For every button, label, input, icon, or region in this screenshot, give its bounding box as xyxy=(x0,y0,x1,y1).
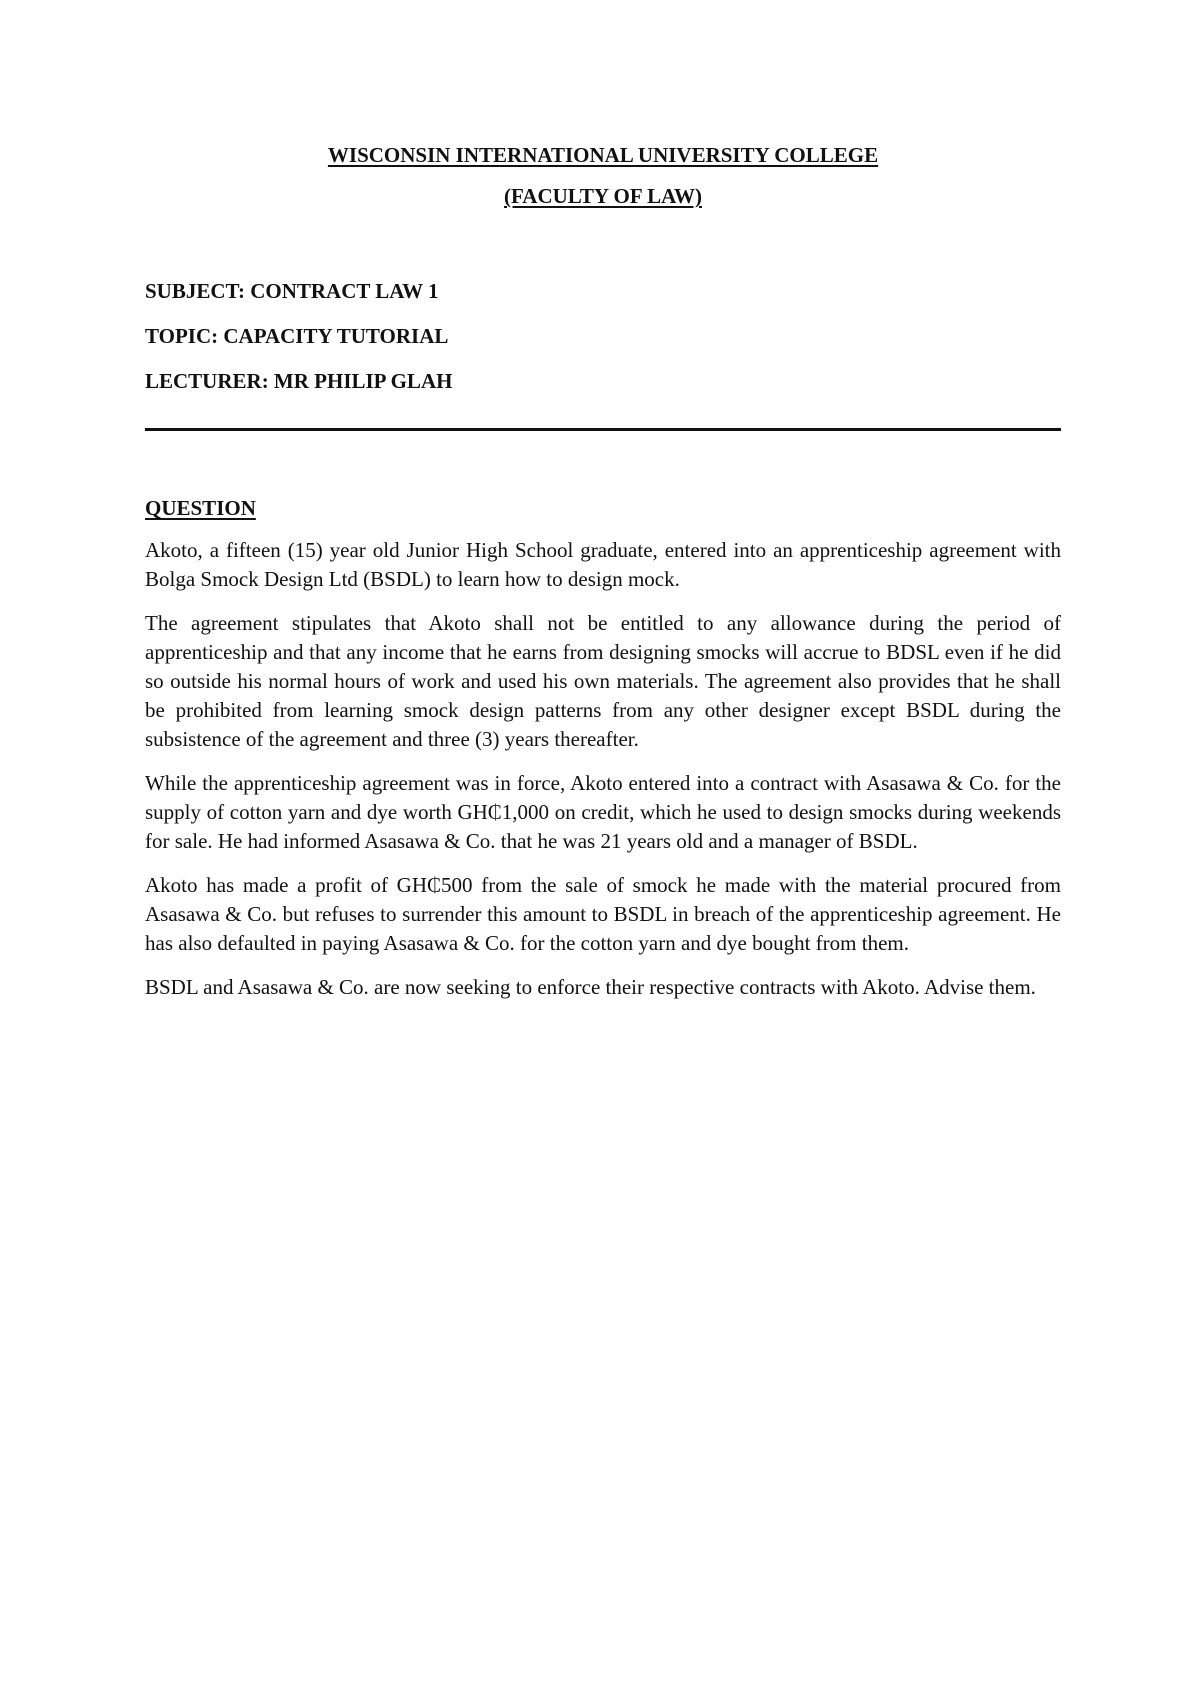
topic-line: TOPIC: CAPACITY TUTORIAL xyxy=(145,323,449,348)
question-paragraph: While the apprenticeship agreement was in force, Akoto entered into a contract with Asasawa & Co. for the supply of cotton yarn and dye worth GH₵1,000 on credit, which he used to design smocks during weekends for sale. He had informed Asasawa & Co. that he was 21 years old and a manager of BSDL. xyxy=(145,770,1061,853)
faculty-title: (FACULTY OF LAW) xyxy=(504,184,702,209)
question-paragraph: Akoto, a fifteen (15) year old Junior High School graduate, entered into an apprenticeship agreement with Bolga Smock Design Ltd (BSDL) to learn how to design mock. xyxy=(145,537,1061,591)
lecturer-line: LECTURER: MR PHILIP GLAH xyxy=(145,369,453,393)
subject-line: SUBJECT: CONTRACT LAW 1 xyxy=(145,278,439,303)
question-paragraph: The agreement stipulates that Akoto shall not be entitled to any allowance during the period of apprenticeship and that any income that he earns from designing smocks will accrue to BDSL even if he did so outside his normal hours of work and used his own materials. The agreement also provides that he shall be prohibited from learning smock design patterns from any other designer except BSDL during the subsistence of the agreement and three (3) years thereafter. xyxy=(145,610,1061,751)
institution-title: WISCONSIN INTERNATIONAL UNIVERSITY COLLEGE xyxy=(327,143,879,167)
course-details xyxy=(145,278,1061,395)
question-paragraph: Akoto has made a profit of GH₵500 from the sale of smock he made with the material procured from Asasawa & Co. but refuses to surrender this amount to BSDL in breach of the apprenticeship agreement. He has also defaulted in paying Asasawa & Co. for the cotton yarn and dye bought from them. xyxy=(145,872,1061,955)
question-paragraph: BSDL and Asasawa & Co. are now seeking to enforce their respective contracts with Akoto. Advise them. xyxy=(145,974,1036,999)
question-heading: QUESTION xyxy=(145,496,256,521)
document-header xyxy=(145,142,1061,210)
horizontal-divider xyxy=(145,428,1061,431)
document-content xyxy=(145,142,1061,1002)
